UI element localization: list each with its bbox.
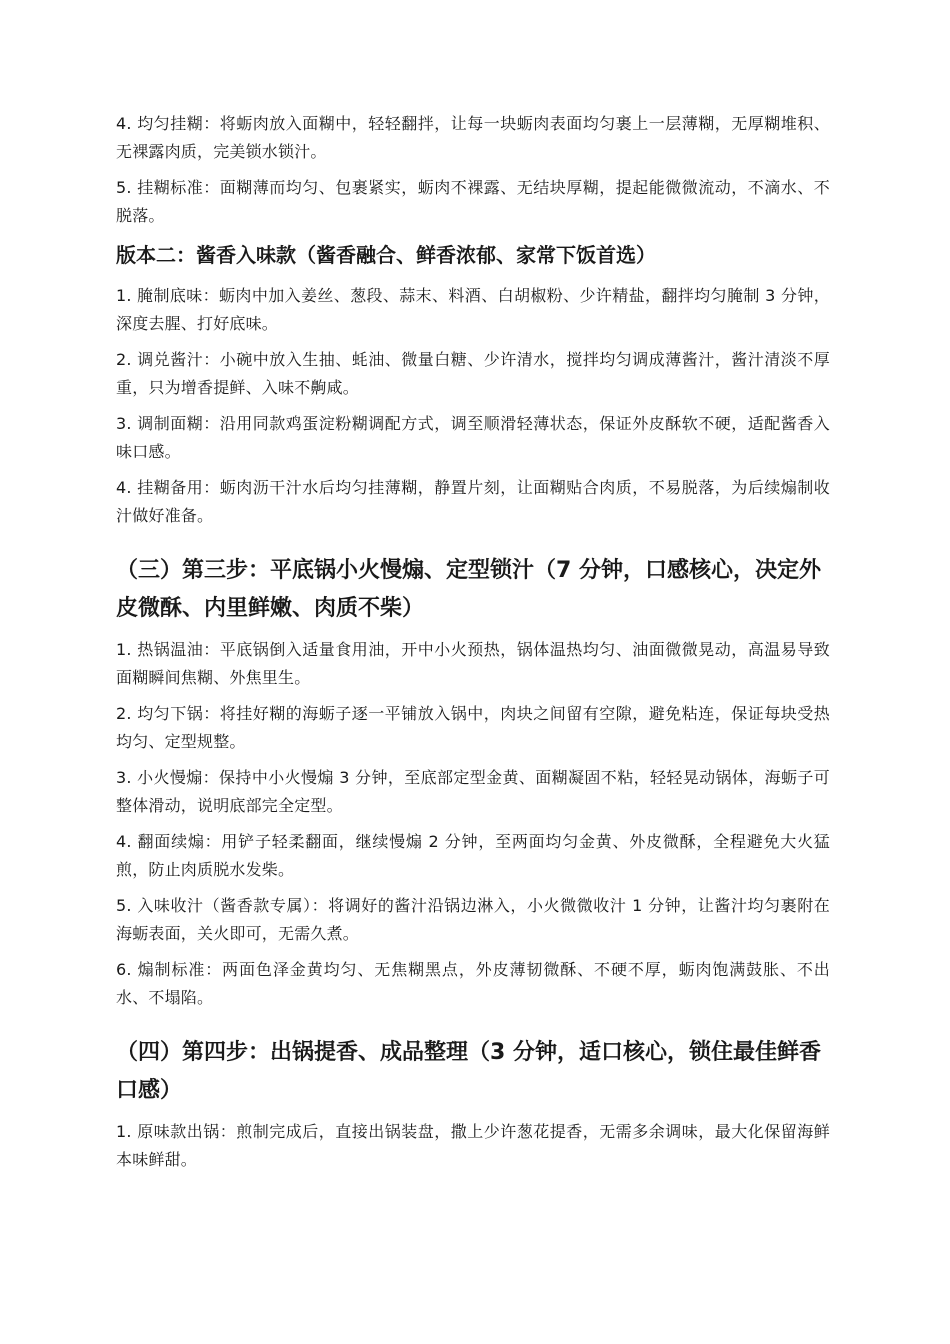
paragraph-into-pan: 2. 均匀下锅：将挂好糊的海蛎子逐一平铺放入锅中，肉块之间留有空隙，避免粘连，保证每块受热均匀、定型规整。 xyxy=(116,704,830,751)
paragraph-step5-coating-standard: 5. 挂糊标准：面糊薄而均匀、包裹紧实，蛎肉不裸露、无结块厚糊，提起能微微流动，不滴水、不脱落。 xyxy=(116,178,830,225)
document-page xyxy=(116,110,830,1182)
paragraph-heat-oil: 1. 热锅温油：平底锅倒入适量食用油，开中小火预热，锅体温热均匀、油面微微晃动，高温易导致面糊瞬间焦糊、外焦里生。 xyxy=(116,640,830,687)
section-four-heading: （四）第四步：出锅提香、成品整理（3 分钟，适口核心，锁住最佳鲜香口感） xyxy=(116,1040,821,1103)
section-three-heading: （三）第三步：平底锅小火慢煽、定型锁汁（7 分钟，口感核心，决定外皮微酥、内里鲜嫩、肉质不柴） xyxy=(116,558,821,621)
version-two-heading: 版本二：酱香入味款（酱香融合、鲜香浓郁、家常下饭首选） xyxy=(116,243,656,267)
paragraph-step4-coating: 4. 均匀挂糊：将蛎肉放入面糊中，轻轻翻拌，让每一块蛎肉表面均匀裹上一层薄糊，无厚糊堆积、无裸露肉质，完美锁水锁汁。 xyxy=(116,114,830,161)
paragraph-reduce-sauce: 5. 入味收汁（酱香款专属）：将调好的酱汁沿锅边淋入，小火微微收汁 1 分钟，让酱汁均匀裹附在海蛎表面，关火即可，无需久煮。 xyxy=(116,896,830,943)
paragraph-batter: 3. 调制面糊：沿用同款鸡蛋淀粉糊调配方式，调至顺滑轻薄状态，保证外皮酥软不硬，适配酱香入味口感。 xyxy=(116,414,830,461)
paragraph-fry-standard: 6. 煽制标准：两面色泽金黄均匀、无焦糊黑点，外皮薄韧微酥、不硬不厚，蛎肉饱满鼓胀、不出水、不塌陷。 xyxy=(116,960,830,1007)
paragraph-slow-fry: 3. 小火慢煽：保持中小火慢煽 3 分钟，至底部定型金黄、面糊凝固不粘，轻轻晃动锅体，海蛎子可整体滑动，说明底部完全定型。 xyxy=(116,768,830,815)
paragraph-flip: 4. 翻面续煽：用铲子轻柔翻面，继续慢煽 2 分钟，至两面均匀金黄、外皮微酥，全程避免大火猛煎，防止肉质脱水发柴。 xyxy=(116,832,830,879)
paragraph-plate-original: 1. 原味款出锅：煎制完成后，直接出锅装盘，撒上少许葱花提香，无需多余调味，最大化保留海鲜本味鲜甜。 xyxy=(116,1122,830,1169)
paragraph-coat-ready: 4. 挂糊备用：蛎肉沥干汁水后均匀挂薄糊，静置片刻，让面糊贴合肉质，不易脱落，为后续煽制收汁做好准备。 xyxy=(116,478,830,525)
paragraph-marinate: 1. 腌制底味：蛎肉中加入姜丝、葱段、蒜末、料酒、白胡椒粉、少许精盐，翻拌均匀腌制 3 分钟，深度去腥、打好底味。 xyxy=(116,286,830,333)
paragraph-sauce: 2. 调兑酱汁：小碗中放入生抽、蚝油、微量白糖、少许清水，搅拌均匀调成薄酱汁，酱汁清淡不厚重，只为增香提鲜、入味不齁咸。 xyxy=(116,350,830,397)
